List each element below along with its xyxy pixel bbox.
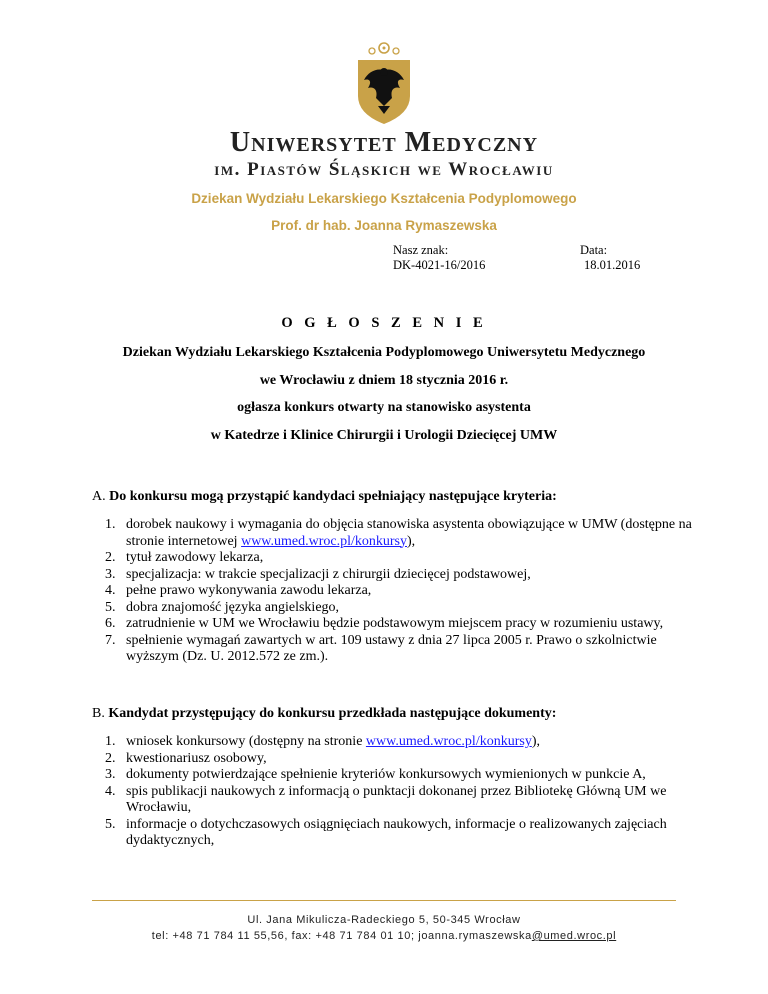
section-b-list — [92, 734, 692, 850]
list-number: 2. — [105, 550, 116, 565]
dean-title: Dziekan Wydziału Lekarskiego Kształcenia Podyplomowego — [191, 191, 577, 206]
list-text: wniosek konkursowy (dostępny na stronie — [126, 734, 366, 749]
konkursy-link[interactable]: www.umed.wroc.pl/konkursy — [241, 533, 407, 549]
list-text: dorobek naukowy i wymagania do objęcia stanowiska asystenta obowiązujące w UMW (dostępne na stronie internetowej — [126, 517, 692, 549]
crest-eagle-shield-icon — [352, 40, 416, 126]
section-b-letter: B. — [92, 706, 109, 721]
section-b-heading — [92, 706, 556, 722]
date-label: Data: — [580, 243, 608, 257]
footer-address: Ul. Jana Mikulicza-Radeckiego 5, 50-345 Wrocław — [247, 914, 521, 926]
list-number: 7. — [105, 632, 116, 648]
section-a-item — [92, 567, 692, 584]
list-text: tytuł zawodowy lekarza, — [126, 550, 264, 565]
footer-contact-text: tel: +48 71 784 11 55,56, fax: +48 71 784 01 10; joanna.rymaszewska — [151, 930, 532, 942]
list-number: 1. — [105, 734, 116, 749]
list-text: spełnienie wymagań zawartych w art. 109 ustawy z dnia 27 lipca 2005 r. Prawo o szkolnictwie wyższym (Dz. U. 2012.572 ze zm.). — [126, 632, 657, 664]
section-b-item — [92, 734, 692, 751]
footer-email-domain[interactable]: @umed.wroc.pl — [531, 930, 617, 942]
list-text-after: ), — [531, 734, 540, 749]
section-b-title: Kandydat przystępujący do konkursu przedkłada następujące dokumenty: — [108, 706, 557, 721]
sign-label: Nasz znak: — [393, 243, 449, 257]
section-a-title: Do konkursu mogą przystąpić kandydaci spełniający następujące kryteria: — [109, 489, 557, 504]
list-number: 4. — [105, 783, 116, 799]
list-text: informacje o dotychczasowych osiągnięciach naukowych, informacje o realizowanych zajęciach dydaktycznych, — [126, 816, 667, 848]
list-number: 5. — [105, 816, 116, 832]
university-subtitle: im. Piastów Śląskich we Wrocławiu — [214, 159, 554, 180]
section-a-item — [92, 600, 692, 617]
section-b-item — [92, 751, 692, 768]
list-text: kwestionariusz osobowy, — [126, 750, 267, 766]
list-text: pełne prawo wykonywania zawodu lekarza, — [126, 583, 372, 598]
list-text-after: ), — [406, 533, 416, 549]
announcement-title: O G Ł O S Z E N I E — [281, 315, 487, 331]
section-b-item — [92, 817, 692, 850]
section-a-heading — [92, 489, 557, 505]
section-a-list — [92, 517, 692, 666]
list-text: zatrudnienie w UM we Wrocławiu będzie podstawowym miejscem pracy w rozumieniu ustawy, — [126, 616, 664, 631]
date-value: 18.01.2016 — [584, 258, 641, 272]
section-b-item — [92, 784, 692, 817]
sign-value: DK-4021-16/2016 — [393, 258, 486, 272]
list-number: 4. — [105, 583, 116, 598]
section-a-item — [92, 517, 692, 550]
section-a-item — [92, 633, 692, 666]
list-text: dobra znajomość języka angielskiego, — [126, 599, 340, 615]
announcement-line-3: ogłasza konkurs otwarty na stanowisko asystenta — [237, 400, 531, 415]
announcement-line-2: we Wrocławiu z dniem 18 stycznia 2016 r. — [259, 373, 509, 388]
reference-date — [580, 243, 640, 273]
dean-name: Prof. dr hab. Joanna Rymaszewska — [271, 218, 497, 233]
list-text: spis publikacji naukowych z informacją o punktacji dokonanej przez Bibliotekę Główną UM we Wrocławiu, — [126, 783, 667, 815]
footer-divider — [92, 900, 676, 901]
footer-contact — [0, 930, 768, 942]
section-a-item — [92, 616, 692, 633]
section-b-item — [92, 767, 692, 784]
list-number: 3. — [105, 566, 116, 582]
list-number: 5. — [105, 599, 116, 615]
section-a-item — [92, 550, 692, 567]
announcement-line-4: w Katedrze i Klinice Chirurgii i Urologii Dziecięcej UMW — [210, 428, 558, 443]
list-text: dokumenty potwierdzające spełnienie kryteriów konkursowych wymienionych w punkcie A, — [126, 767, 646, 782]
section-a-letter: A. — [92, 489, 110, 504]
list-number: 6. — [105, 616, 116, 631]
university-name: Uniwersytet Medyczny — [229, 127, 539, 158]
section-a-item — [92, 583, 692, 600]
announcement-line-1: Dziekan Wydziału Lekarskiego Kształcenia Podyplomowego Uniwersytetu Medycznego — [122, 345, 646, 360]
reference-sign — [393, 243, 485, 273]
list-text: specjalizacja: w trakcie specjalizacji z chirurgii dziecięcej podstawowej, — [126, 566, 531, 582]
list-number: 1. — [105, 517, 116, 532]
list-number: 3. — [105, 767, 116, 782]
konkursy-link[interactable]: www.umed.wroc.pl/konkursy — [365, 734, 532, 749]
list-number: 2. — [105, 750, 116, 766]
